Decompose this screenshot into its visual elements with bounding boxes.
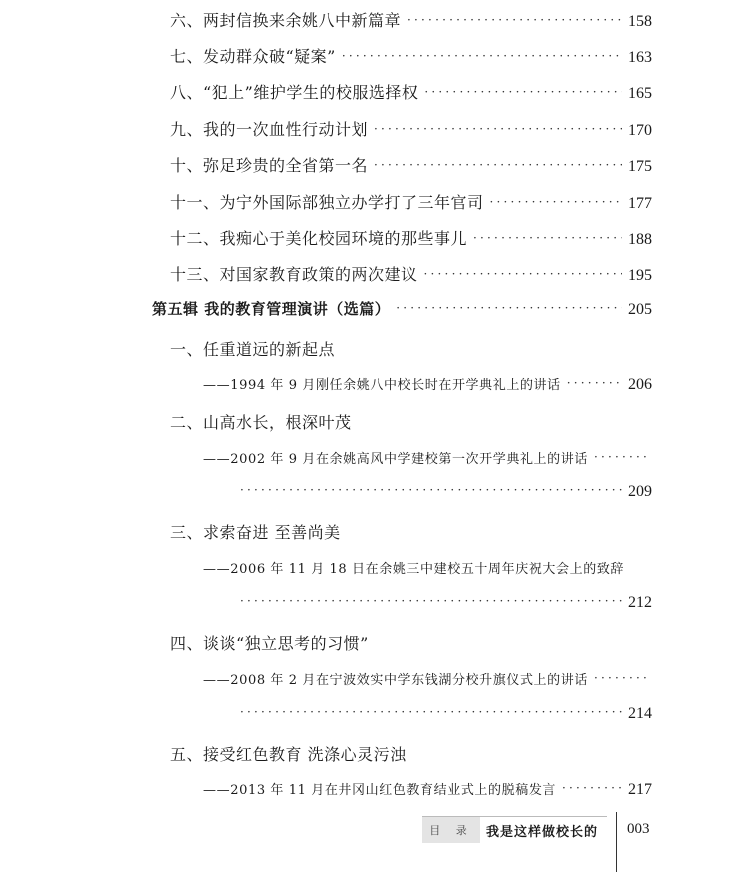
toc-entry-page: 163 (628, 49, 652, 66)
speech-subtitle[interactable] (203, 374, 652, 394)
leader-dots (562, 781, 622, 795)
speech-title[interactable] (170, 337, 335, 360)
toc-entry[interactable] (170, 117, 652, 140)
speech-title-text: 二、山高水长，根深叶茂 (170, 413, 352, 432)
speech-page-line[interactable] (240, 705, 652, 723)
toc-entry[interactable] (170, 8, 652, 31)
toc-entry-page: 165 (628, 85, 652, 102)
toc-entry-page: 175 (628, 158, 652, 175)
speech-subtitle-text: ——2006 年 11 月 18 日在余姚三中建校五十周年庆祝大会上的致辞 (203, 562, 625, 577)
footer-book-title: 我是这样做校长的 (486, 824, 599, 840)
speech-subtitle[interactable] (203, 448, 652, 467)
speech-title-text: 五、接受红色教育 洗涤心灵污浊 (170, 745, 407, 764)
leader-dots (407, 13, 622, 27)
leader-dots (424, 267, 622, 281)
section-page: 205 (628, 301, 652, 318)
toc-entry[interactable] (170, 226, 652, 249)
toc-entry-page: 177 (628, 195, 652, 212)
toc-entry[interactable] (170, 44, 652, 67)
speech-subtitle[interactable] (203, 779, 652, 799)
leader-dots (240, 483, 622, 497)
page-number: 003 (627, 821, 650, 837)
speech-subtitle-text: ——2008 年 2 月在宁波效实中学东钱湖分校升旗仪式上的讲话 (203, 673, 588, 688)
section-title: 第五辑 我的教育管理演讲（选篇） (152, 300, 391, 318)
toc-entry-title: 八、“犯上”维护学生的校服选择权 (170, 83, 419, 102)
speech-title-text: 四、谈谈“独立思考的习惯” (170, 634, 369, 653)
speech-page: 209 (628, 483, 652, 500)
speech-title-text: 三、求索奋进 至善尚美 (170, 523, 341, 542)
footer-tab: 目 录 (429, 824, 473, 837)
speech-page: 217 (628, 781, 652, 798)
toc-entry[interactable] (170, 262, 652, 285)
running-footer (422, 816, 607, 843)
speech-title[interactable] (170, 410, 352, 433)
speech-subtitle[interactable] (203, 669, 652, 688)
toc-entry-title: 十二、我痴心于美化校园环境的那些事儿 (170, 229, 468, 248)
speech-title[interactable] (170, 742, 407, 765)
toc-entry-title: 十、弥足珍贵的全省第一名 (170, 156, 369, 175)
speech-page: 206 (628, 376, 652, 393)
leader-dots (594, 450, 646, 464)
speech-subtitle-text: ——2002 年 9 月在余姚高风中学建校第一次开学典礼上的讲话 (203, 452, 588, 467)
toc-entry-page: 195 (628, 267, 652, 284)
toc-entry[interactable] (170, 153, 652, 176)
speech-subtitle-text: ——2013 年 11 月在井冈山红色教育结业式上的脱稿发言 (203, 783, 557, 798)
speech-title-text: 一、任重道远的新起点 (170, 340, 336, 359)
toc-entry[interactable] (170, 80, 652, 103)
toc-entry-page: 188 (628, 231, 652, 248)
toc-entry-title: 七、发动群众破“疑案” (170, 47, 336, 66)
leader-dots (490, 195, 622, 209)
toc-entry-title: 十一、为宁外国际部独立办学打了三年官司 (170, 193, 484, 212)
speech-title[interactable] (170, 631, 369, 654)
leader-dots (424, 85, 622, 99)
toc-entry-title: 九、我的一次血性行动计划 (170, 120, 369, 139)
footer-divider (616, 812, 617, 872)
leader-dots (594, 671, 646, 685)
speech-subtitle-text: ——1994 年 9 月刚任余姚八中校长时在开学典礼上的讲话 (203, 378, 561, 393)
leader-dots (567, 376, 622, 390)
toc-section-heading[interactable] (152, 298, 652, 319)
toc-entry-page: 158 (628, 13, 652, 30)
leader-dots (374, 122, 622, 136)
speech-page: 212 (628, 594, 652, 611)
toc-entry[interactable] (170, 190, 652, 213)
toc-entry-title: 十三、对国家教育政策的两次建议 (170, 265, 418, 284)
speech-page: 214 (628, 705, 652, 722)
leader-dots (240, 594, 622, 608)
speech-page-line[interactable] (240, 483, 652, 501)
toc-entry-title: 六、两封信换来余姚八中新篇章 (170, 11, 402, 30)
speech-page-line[interactable] (240, 594, 652, 612)
speech-subtitle[interactable] (203, 558, 624, 577)
leader-dots (396, 301, 622, 315)
speech-title[interactable] (170, 520, 341, 543)
toc-entry-page: 170 (628, 122, 652, 139)
leader-dots (240, 705, 622, 719)
leader-dots (374, 158, 622, 172)
leader-dots (342, 49, 622, 63)
leader-dots (473, 231, 622, 245)
